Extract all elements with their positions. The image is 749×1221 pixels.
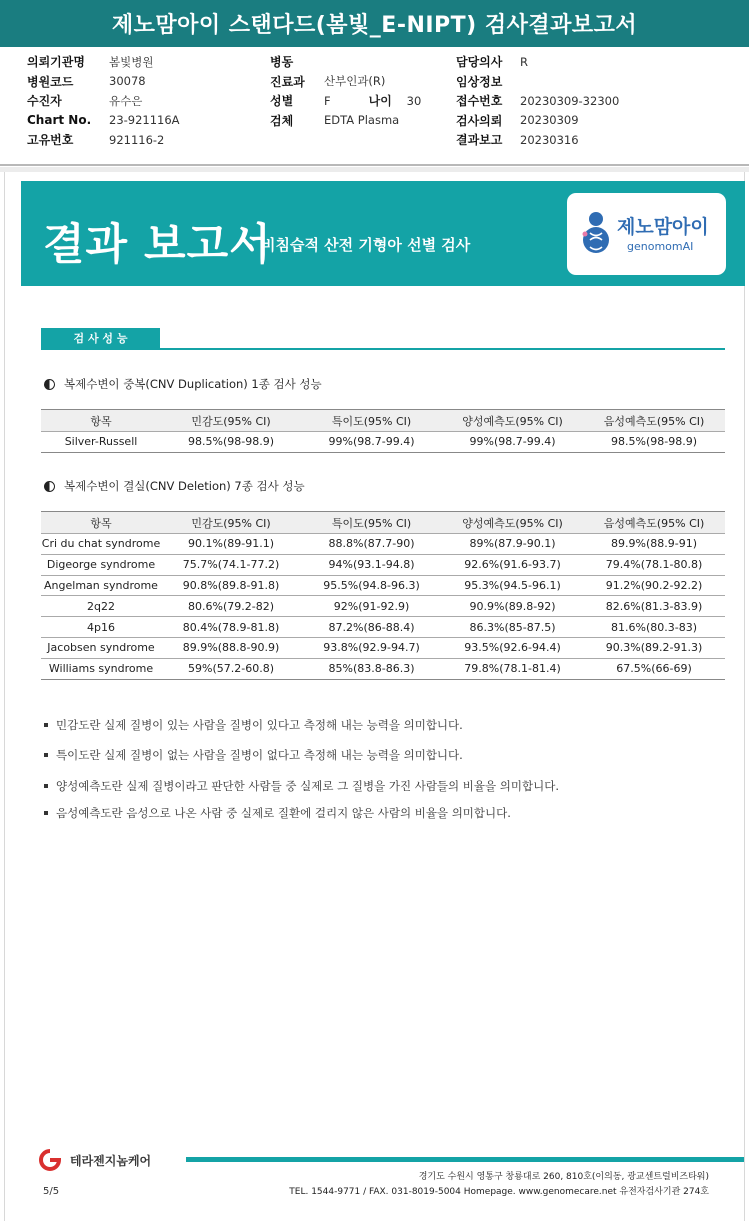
- table-cell: 87.2%(86-88.4): [301, 617, 442, 638]
- info-label: 담당의사: [456, 55, 503, 70]
- info-row: [456, 130, 619, 150]
- table-header: 민감도(95% CI): [161, 410, 301, 432]
- info-row: [27, 130, 180, 150]
- info-value: 20230316: [520, 132, 579, 147]
- table-row: [41, 637, 725, 658]
- del-heading-text: 복제수변이 결실(CNV Deletion) 7종 검사 성능: [64, 479, 305, 493]
- note-text: 민감도란 실제 질병이 있는 사람을 질병이 있다고 측정해 내는 능력을 의미합니다.: [56, 718, 463, 732]
- table-cell: 4p16: [41, 617, 161, 638]
- age-label: 나이: [368, 94, 392, 109]
- table-cell: 75.7%(74.1-77.2): [161, 554, 301, 575]
- dup-heading-text: 복제수변이 중복(CNV Duplication) 1종 검사 성능: [64, 377, 322, 391]
- table-cell: 91.2%(90.2-92.2): [583, 575, 725, 596]
- table-header: 특이도(95% CI): [301, 512, 442, 534]
- table-cell: 2q22: [41, 596, 161, 617]
- footer-divider: [186, 1157, 744, 1162]
- info-value: 봄빛병원: [109, 54, 154, 69]
- table-cell: 93.5%(92.6-94.4): [442, 637, 583, 658]
- table-cell: 80.6%(79.2-82): [161, 596, 301, 617]
- logo-text: 제노맘아이: [617, 216, 709, 238]
- table-cell: 98.5%(98-98.9): [583, 432, 725, 453]
- table-cell: 85%(83.8-86.3): [301, 658, 442, 679]
- table-cell: 80.4%(78.9-81.8): [161, 617, 301, 638]
- table-cell: 82.6%(81.3-83.9): [583, 596, 725, 617]
- info-label: 임상정보: [456, 74, 503, 89]
- bullet-icon: [44, 753, 48, 757]
- info-row: [456, 91, 619, 111]
- table-header-row: [41, 512, 725, 534]
- table-header-row: [41, 410, 725, 432]
- table-header: 음성예측도(95% CI): [583, 512, 725, 534]
- page-edge-left: [4, 172, 5, 1221]
- note-item: [44, 805, 511, 821]
- logo-subtext: genomomAI: [627, 240, 694, 253]
- page-edge-right: [744, 172, 745, 1221]
- table-row: [41, 554, 725, 575]
- table-header: 양성예측도(95% CI): [442, 512, 583, 534]
- result-banner: [21, 181, 745, 286]
- table-cell: 95.3%(94.5-96.1): [442, 575, 583, 596]
- genomom-logo-icon: [579, 210, 613, 256]
- info-column-3: [456, 52, 619, 150]
- table-cell: 79.8%(78.1-81.4): [442, 658, 583, 679]
- info-row: [270, 91, 421, 111]
- info-value: 산부인과(R): [324, 74, 386, 89]
- del-performance-table: [41, 511, 725, 680]
- half-circle-icon: [44, 379, 55, 390]
- table-cell: 88.8%(87.7-90): [301, 534, 442, 555]
- banner-subtitle: 비침습적 산전 기형아 선별 검사: [261, 236, 471, 254]
- table-cell: 94%(93.1-94.8): [301, 554, 442, 575]
- address-line: 경기도 수원시 영통구 창룡대로 260, 810호(이의동, 광교센트럴비즈타워): [418, 1172, 709, 1182]
- table-cell: 90.9%(89.8-92): [442, 596, 583, 617]
- info-label: Chart No.: [27, 113, 92, 128]
- info-row: [270, 52, 421, 72]
- table-row: [41, 534, 725, 555]
- table-cell: 79.4%(78.1-80.8): [583, 554, 725, 575]
- table-cell: 90.3%(89.2-91.3): [583, 637, 725, 658]
- table-row: [41, 596, 725, 617]
- info-row: [456, 52, 619, 72]
- info-row: [27, 52, 180, 72]
- info-label: 고유번호: [27, 133, 74, 148]
- company-logo-text: 테라젠지놈케어: [70, 1154, 152, 1168]
- table-row: [41, 432, 725, 453]
- table-cell: 89.9%(88.9-91): [583, 534, 725, 555]
- table-row: [41, 575, 725, 596]
- info-value: F: [324, 93, 331, 108]
- info-label: 성별: [270, 94, 294, 109]
- table-header: 특이도(95% CI): [301, 410, 442, 432]
- info-column-1: [27, 52, 180, 150]
- table-header: 민감도(95% CI): [161, 512, 301, 534]
- info-row: [27, 72, 180, 92]
- table-cell: 90.8%(89.8-91.8): [161, 575, 301, 596]
- table-header: 음성예측도(95% CI): [583, 410, 725, 432]
- table-cell: Angelman syndrome: [41, 575, 161, 596]
- info-value: 20230309-32300: [520, 93, 620, 108]
- del-subheading: [44, 478, 305, 494]
- table-cell: 98.5%(98-98.9): [161, 432, 301, 453]
- table-cell: 86.3%(85-87.5): [442, 617, 583, 638]
- table-cell: 81.6%(80.3-83): [583, 617, 725, 638]
- table-header: 항목: [41, 410, 161, 432]
- table-cell: Williams syndrome: [41, 658, 161, 679]
- table-cell: 67.5%(66-69): [583, 658, 725, 679]
- info-label: 의뢰기관명: [27, 55, 85, 70]
- note-item: [44, 717, 463, 733]
- info-label: 결과보고: [456, 133, 503, 148]
- table-row: [41, 617, 725, 638]
- info-label: 병원코드: [27, 74, 74, 89]
- info-label: 진료과: [270, 74, 305, 89]
- info-value: 30078: [109, 74, 146, 89]
- info-row: [270, 72, 421, 92]
- note-text: 양성예측도란 실제 질병이라고 판단한 사람들 중 실제로 그 질병을 가진 사람들의 비율을 의미합니다.: [56, 779, 559, 793]
- contact-line: TEL. 1544-9771 / FAX. 031-8019-5004 Homepage. www.genomecare.net 유전자검사기관 274호: [289, 1187, 709, 1197]
- info-row: [456, 72, 619, 92]
- info-value: 유수은: [109, 93, 143, 108]
- terragen-logo-icon: [36, 1149, 64, 1171]
- page-number: 5/5: [43, 1186, 60, 1197]
- table-cell: Jacobsen syndrome: [41, 637, 161, 658]
- info-value: 20230309: [520, 113, 579, 128]
- info-label: 병동: [270, 55, 294, 70]
- table-cell: 59%(57.2-60.8): [161, 658, 301, 679]
- table-cell: 89%(87.9-90.1): [442, 534, 583, 555]
- table-cell: 90.1%(89-91.1): [161, 534, 301, 555]
- info-label: 접수번호: [456, 94, 503, 109]
- table-cell: Cri du chat syndrome: [41, 534, 161, 555]
- half-circle-icon: [44, 481, 55, 492]
- header-divider: [0, 164, 749, 166]
- dup-subheading: [44, 376, 322, 392]
- info-value: R: [520, 54, 528, 69]
- table-cell: 95.5%(94.8-96.3): [301, 575, 442, 596]
- bullet-icon: [44, 723, 48, 727]
- table-cell: 99%(98.7-99.4): [442, 432, 583, 453]
- info-row: [456, 111, 619, 131]
- info-value: EDTA Plasma: [324, 113, 400, 128]
- section-tab-label: 검 사 성 능: [41, 328, 160, 349]
- age-value: 30: [406, 93, 422, 108]
- table-header: 항목: [41, 512, 161, 534]
- note-item: [44, 778, 559, 794]
- info-value: 921116-2: [109, 132, 165, 147]
- table-cell: Silver-Russell: [41, 432, 161, 453]
- patient-info: [0, 52, 749, 156]
- dup-performance-table: [41, 409, 725, 453]
- table-cell: 92%(91-92.9): [301, 596, 442, 617]
- report-title-bar: [0, 0, 749, 47]
- page-gap: [0, 167, 749, 172]
- info-label: 검체: [270, 113, 294, 128]
- table-cell: 99%(98.7-99.4): [301, 432, 442, 453]
- section-header: [41, 328, 725, 350]
- info-value: 23-921116A: [109, 113, 180, 128]
- info-row: [27, 91, 180, 111]
- note-text: 음성예측도란 음성으로 나온 사람 중 실제로 질환에 걸리지 않은 사람의 비율을 의미합니다.: [56, 806, 511, 820]
- banner-title: 결과 보고서: [43, 220, 272, 270]
- bullet-icon: [44, 784, 48, 788]
- table-cell: 92.6%(91.6-93.7): [442, 554, 583, 575]
- bullet-icon: [44, 811, 48, 815]
- info-row: [270, 111, 421, 131]
- table-cell: 93.8%(92.9-94.7): [301, 637, 442, 658]
- table-header: 양성예측도(95% CI): [442, 410, 583, 432]
- footer-address: [289, 1170, 709, 1200]
- table-row: [41, 658, 725, 679]
- note-item: [44, 747, 463, 763]
- info-label: 수진자: [27, 94, 62, 109]
- info-column-2: [270, 52, 421, 130]
- table-cell: Digeorge syndrome: [41, 554, 161, 575]
- info-row: [27, 111, 180, 131]
- note-text: 특이도란 실제 질병이 없는 사람을 질병이 없다고 측정해 내는 능력을 의미합니다.: [56, 748, 463, 762]
- report-title: 제노맘아이 스탠다드(봄빛_E-NIPT) 검사결과보고서: [111, 13, 638, 38]
- table-cell: 89.9%(88.8-90.9): [161, 637, 301, 658]
- info-label: 검사의뢰: [456, 113, 503, 128]
- genomom-logo: [567, 193, 726, 275]
